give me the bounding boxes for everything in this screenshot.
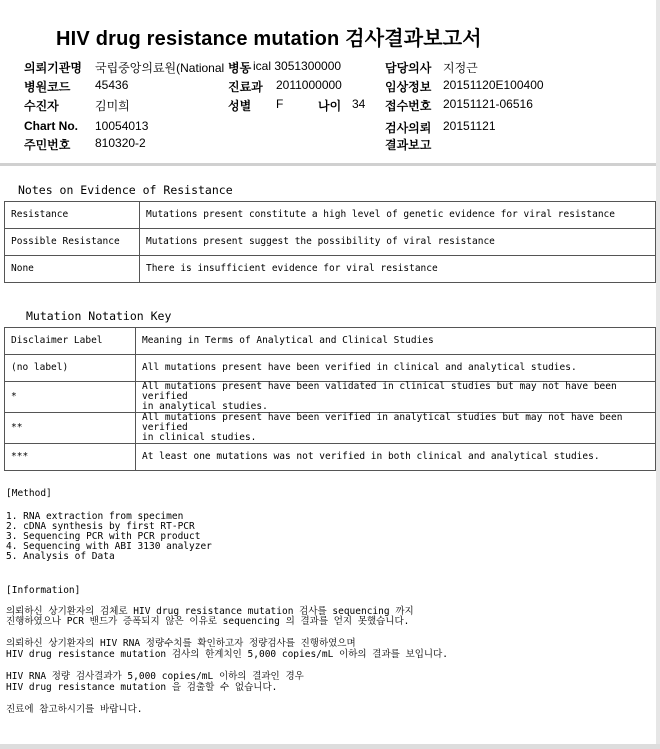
label-chart-no: Chart No. xyxy=(24,119,78,133)
notes-table xyxy=(4,201,656,283)
value-chart-no: 10054013 xyxy=(95,119,149,133)
method-step: 3. Sequencing PCR with PCR product xyxy=(6,531,201,542)
method-heading: [Method] xyxy=(6,488,52,499)
value-attending-doctor: 지정근 xyxy=(443,61,478,75)
key-table xyxy=(4,327,656,471)
notes-section-title: Notes on Evidence of Resistance xyxy=(18,183,233,197)
key-label: (no label) xyxy=(5,355,136,382)
report-title: HIV drug resistance mutation 검사결과보고서 xyxy=(56,28,482,50)
value-requesting-institution: 국립중앙의료원(National xyxy=(95,61,225,75)
label-sex: 성별 xyxy=(228,99,252,113)
information-line: HIV drug resistance mutation 을 검출할 수 없습니다. xyxy=(6,682,278,693)
key-label: ** xyxy=(5,413,136,444)
label-hospital-code: 병원코드 xyxy=(24,80,71,94)
label-ward: 병동 xyxy=(228,61,252,75)
table-row xyxy=(5,229,656,256)
table-row xyxy=(5,328,656,355)
method-step: 5. Analysis of Data xyxy=(6,551,115,562)
label-result-report: 결과보고 xyxy=(385,138,432,152)
notes-label: None xyxy=(5,256,140,283)
value-sex: F xyxy=(276,97,284,111)
label-patient: 수진자 xyxy=(24,99,59,113)
vertical-scrollbar[interactable] xyxy=(656,0,660,749)
key-label: Disclaimer Label xyxy=(5,328,136,355)
value-department: 2011000000 xyxy=(276,78,342,92)
notes-label: Possible Resistance xyxy=(5,229,140,256)
key-text: Meaning in Terms of Analytical and Clinical Studies xyxy=(136,328,656,355)
information-line: 진행하였으나 PCR 밴드가 증폭되지 않은 이유로 sequencing 의 결과를 얻지 못했습니다. xyxy=(6,616,410,627)
report-header xyxy=(0,0,660,165)
label-resident-number: 주민번호 xyxy=(24,138,71,152)
notes-text: There is insufficient evidence for viral resistance xyxy=(140,256,656,283)
notes-label: Resistance xyxy=(5,202,140,229)
key-text: All mutations present have been verified in analytical studies but may not have been verified xyxy=(142,412,623,433)
key-section-title: Mutation Notation Key xyxy=(26,309,172,323)
notes-text: Mutations present suggest the possibility of viral resistance xyxy=(140,229,656,256)
table-row xyxy=(5,355,656,382)
value-patient: 김미희 xyxy=(95,99,130,113)
method-step: 1. RNA extraction from specimen xyxy=(6,511,184,522)
table-row xyxy=(5,256,656,283)
value-hospital-code: 45436 xyxy=(95,78,129,92)
table-row xyxy=(5,444,656,471)
label-attending-doctor: 담당의사 xyxy=(385,61,432,75)
key-text-continued: in analytical studies. xyxy=(142,401,268,412)
table-row xyxy=(5,202,656,229)
value-resident-number: 810320-2 xyxy=(95,136,146,150)
table-row xyxy=(5,382,656,413)
information-line: HIV drug resistance mutation 검사의 한계치인 5,000 copies/mL 이하의 결과를 보입니다. xyxy=(6,649,448,660)
label-age: 나이 xyxy=(318,99,342,113)
value-age: 34 xyxy=(352,97,366,111)
header-divider xyxy=(0,163,660,166)
information-line: HIV RNA 정량 검사결과가 5,000 copies/mL 이하의 결과인 경우 xyxy=(6,671,304,682)
key-label: *** xyxy=(5,444,136,471)
label-test-request: 검사의뢰 xyxy=(385,121,432,135)
table-row xyxy=(5,413,656,444)
method-step: 2. cDNA synthesis by first RT-PCR xyxy=(6,521,195,532)
information-line: 진료에 참고하시기를 바랍니다. xyxy=(6,704,143,715)
label-requesting-institution: 의뢰기관명 xyxy=(24,61,82,75)
value-clinical-info: 20151120E100400 xyxy=(443,78,544,92)
key-text: At least one mutations was not verified in both clinical and analytical studies. xyxy=(136,444,656,471)
horizontal-scrollbar[interactable] xyxy=(0,744,660,749)
key-label: * xyxy=(5,382,136,413)
label-department: 진료과 xyxy=(228,80,263,94)
information-heading: [Information] xyxy=(6,585,81,596)
key-text: All mutations present have been verified in clinical and analytical studies. xyxy=(136,355,656,382)
notes-text: Mutations present constitute a high level of genetic evidence for viral resistance xyxy=(140,202,656,229)
value-test-request: 20151121 xyxy=(443,119,496,133)
key-text-continued: in clinical studies. xyxy=(142,432,257,443)
information-line: 의뢰하신 상기환자의 HIV RNA 정량수치를 확인하고자 정량검사를 진행하였으며 xyxy=(6,638,356,649)
value-ward: ical 3051300000 xyxy=(253,59,342,73)
information-line: 의뢰하신 상기환자의 검체로 HIV drug resistance mutation 검사를 sequencing 까지 xyxy=(6,606,414,617)
label-clinical-info: 임상정보 xyxy=(385,80,432,94)
method-step: 4. Sequencing with ABI 3130 analyzer xyxy=(6,541,212,552)
value-receipt-number: 20151121-06516 xyxy=(443,97,533,111)
key-text: All mutations present have been validated in clinical studies but may not have been verified xyxy=(142,381,617,402)
label-receipt-number: 접수번호 xyxy=(385,99,432,113)
